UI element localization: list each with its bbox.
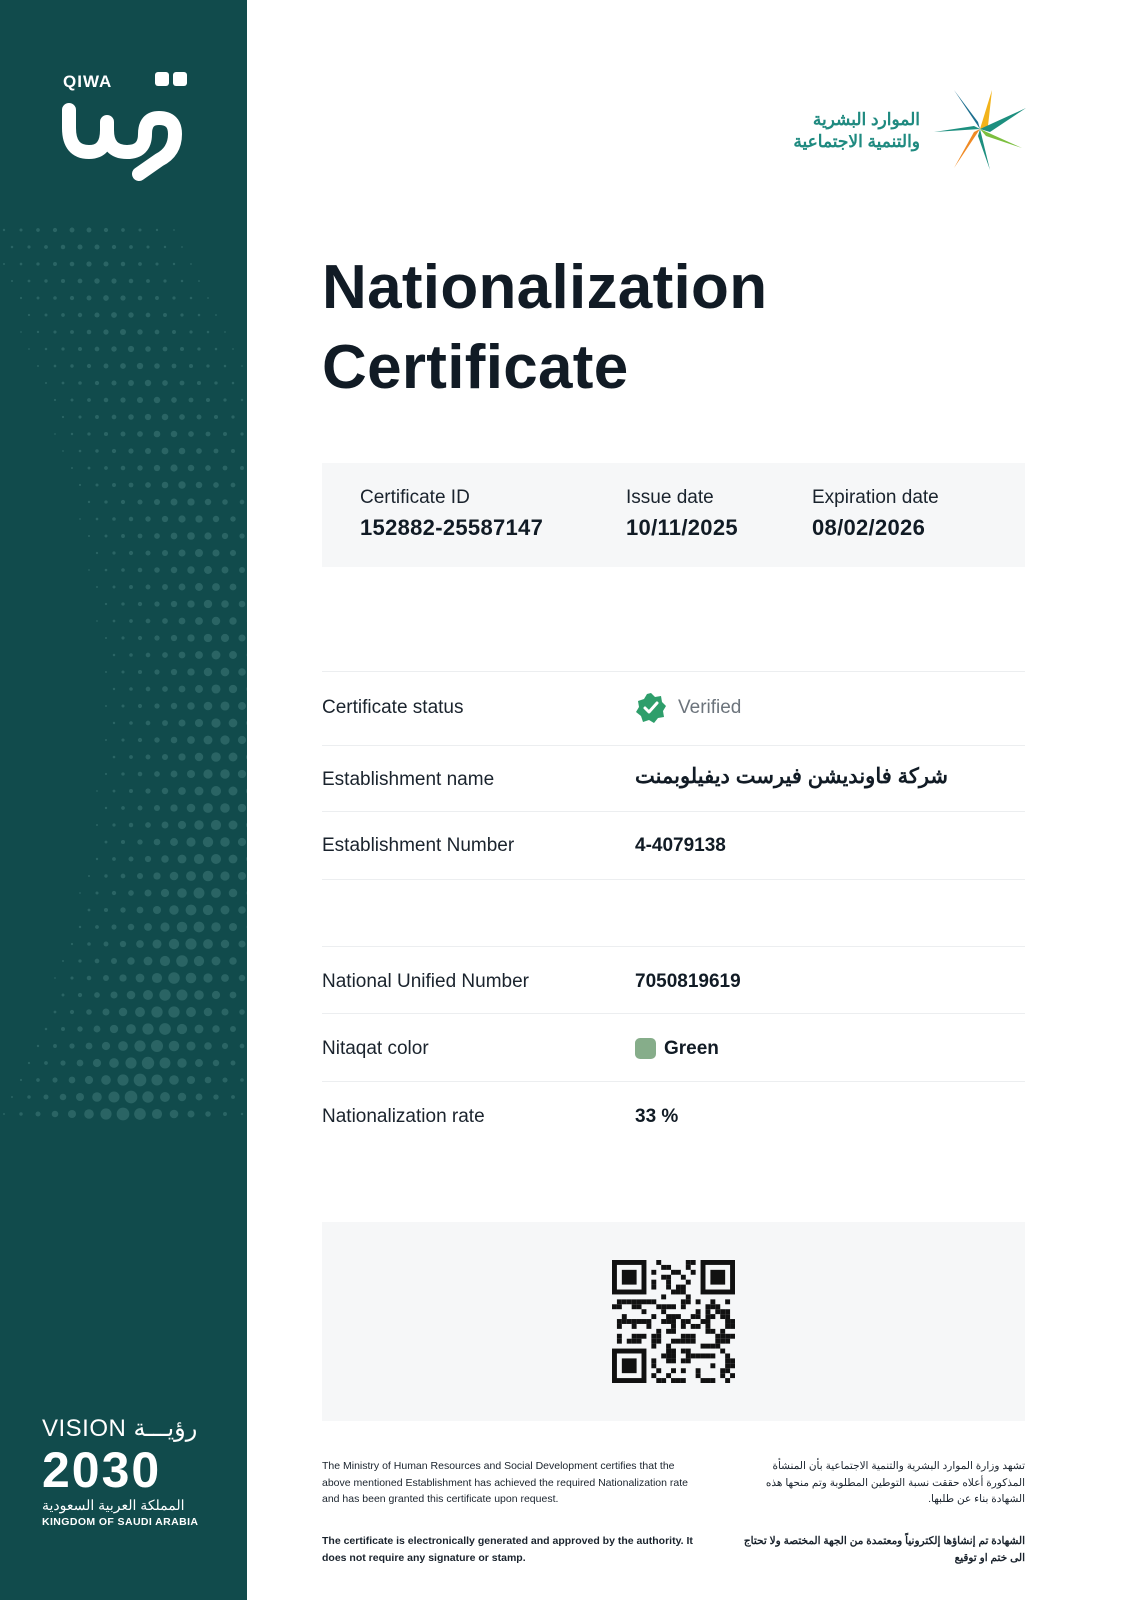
title-line2: Certificate (322, 333, 629, 402)
dot-pattern-decoration (0, 0, 247, 1600)
certificate-id-block (360, 487, 543, 541)
vision-arabic: المملكة العربية السعودية (42, 1497, 185, 1513)
footer-arabic-statement: تشهد وزارة الموارد البشرية والتنمية الاجتماعية بأن المنشأة المذكورة أعلاه حققت نسبة التوطين المطلوبة وتم منحها هذه الشهادة بناء عن طلبها. (765, 1460, 1025, 1505)
expiration-date-block (812, 487, 939, 541)
verified-badge-icon (635, 692, 667, 724)
establishment-number-label: Establishment Number (322, 835, 515, 856)
vision-english: KINGDOM OF SAUDI ARABIA (42, 1516, 199, 1528)
qiwa-wordmark: QIWA (63, 72, 113, 91)
establishment-name-label: Establishment name (322, 769, 495, 790)
issue-date-block (626, 487, 738, 541)
vision-label: VISION رؤيـــة (42, 1415, 198, 1442)
sidebar (0, 0, 247, 1600)
certificate-info-box (322, 463, 1025, 567)
unified-number-row (322, 946, 1025, 1014)
footer-english-note: The certificate is electronically generated and approved by the authority. It does not require any signature or stamp. (322, 1535, 693, 1564)
ministry-star-icon (930, 86, 1030, 172)
nitaqat-row (322, 1013, 1025, 1082)
nitaqat-value: Green (664, 1038, 719, 1059)
expiration-date-label: Expiration date (812, 487, 939, 508)
rate-label: Nationalization rate (322, 1106, 485, 1127)
expiration-date-value: 08/02/2026 (812, 515, 926, 540)
qr-code-box (322, 1222, 1025, 1421)
certificate-id-value: 152882-25587147 (360, 515, 544, 540)
rate-value: 33 % (635, 1106, 679, 1127)
establishment-name-row (322, 745, 1025, 812)
footer-english-statement: The Ministry of Human Resources and Social Development certifies that the above mentioned Establishment has achieved the required Nationalization rate and has been granted this certificate upon request. (322, 1460, 688, 1505)
vision-year: 2030 (42, 1442, 162, 1498)
footer-arabic-note: الشهادة تم إنشاؤها إلكترونياً ومعتمدة من الجهة المختصة ولا تحتاج الى ختم او توقيع (743, 1535, 1025, 1564)
nitaqat-color-swatch (635, 1038, 656, 1059)
vision-2030-logo (42, 1414, 217, 1528)
title-line1: Nationalization (322, 253, 768, 322)
issue-date-value: 10/11/2025 (626, 515, 738, 540)
page-title (322, 248, 767, 408)
ministry-logo (760, 86, 1030, 176)
establishment-number-row (322, 811, 1025, 880)
status-value: Verified (678, 697, 742, 718)
spacer-row (322, 879, 1025, 947)
issue-date-label: Issue date (626, 487, 714, 508)
establishment-number-value: 4-4079138 (635, 835, 726, 856)
unified-number-value: 7050819619 (635, 971, 741, 992)
rate-row (322, 1081, 1025, 1150)
qr-code-icon[interactable] (612, 1260, 735, 1383)
status-label: Certificate status (322, 697, 464, 718)
status-row (322, 671, 1025, 746)
ministry-name-line2: والتنمية الاجتماعية (793, 132, 920, 151)
establishment-name-value: شركة فاونديشن فيرست ديفيلوبمنت (635, 765, 949, 788)
unified-number-label: National Unified Number (322, 971, 529, 992)
ministry-name-line1: الموارد البشرية (812, 110, 920, 129)
certificate-id-label: Certificate ID (360, 487, 470, 508)
nitaqat-label: Nitaqat color (322, 1038, 429, 1059)
